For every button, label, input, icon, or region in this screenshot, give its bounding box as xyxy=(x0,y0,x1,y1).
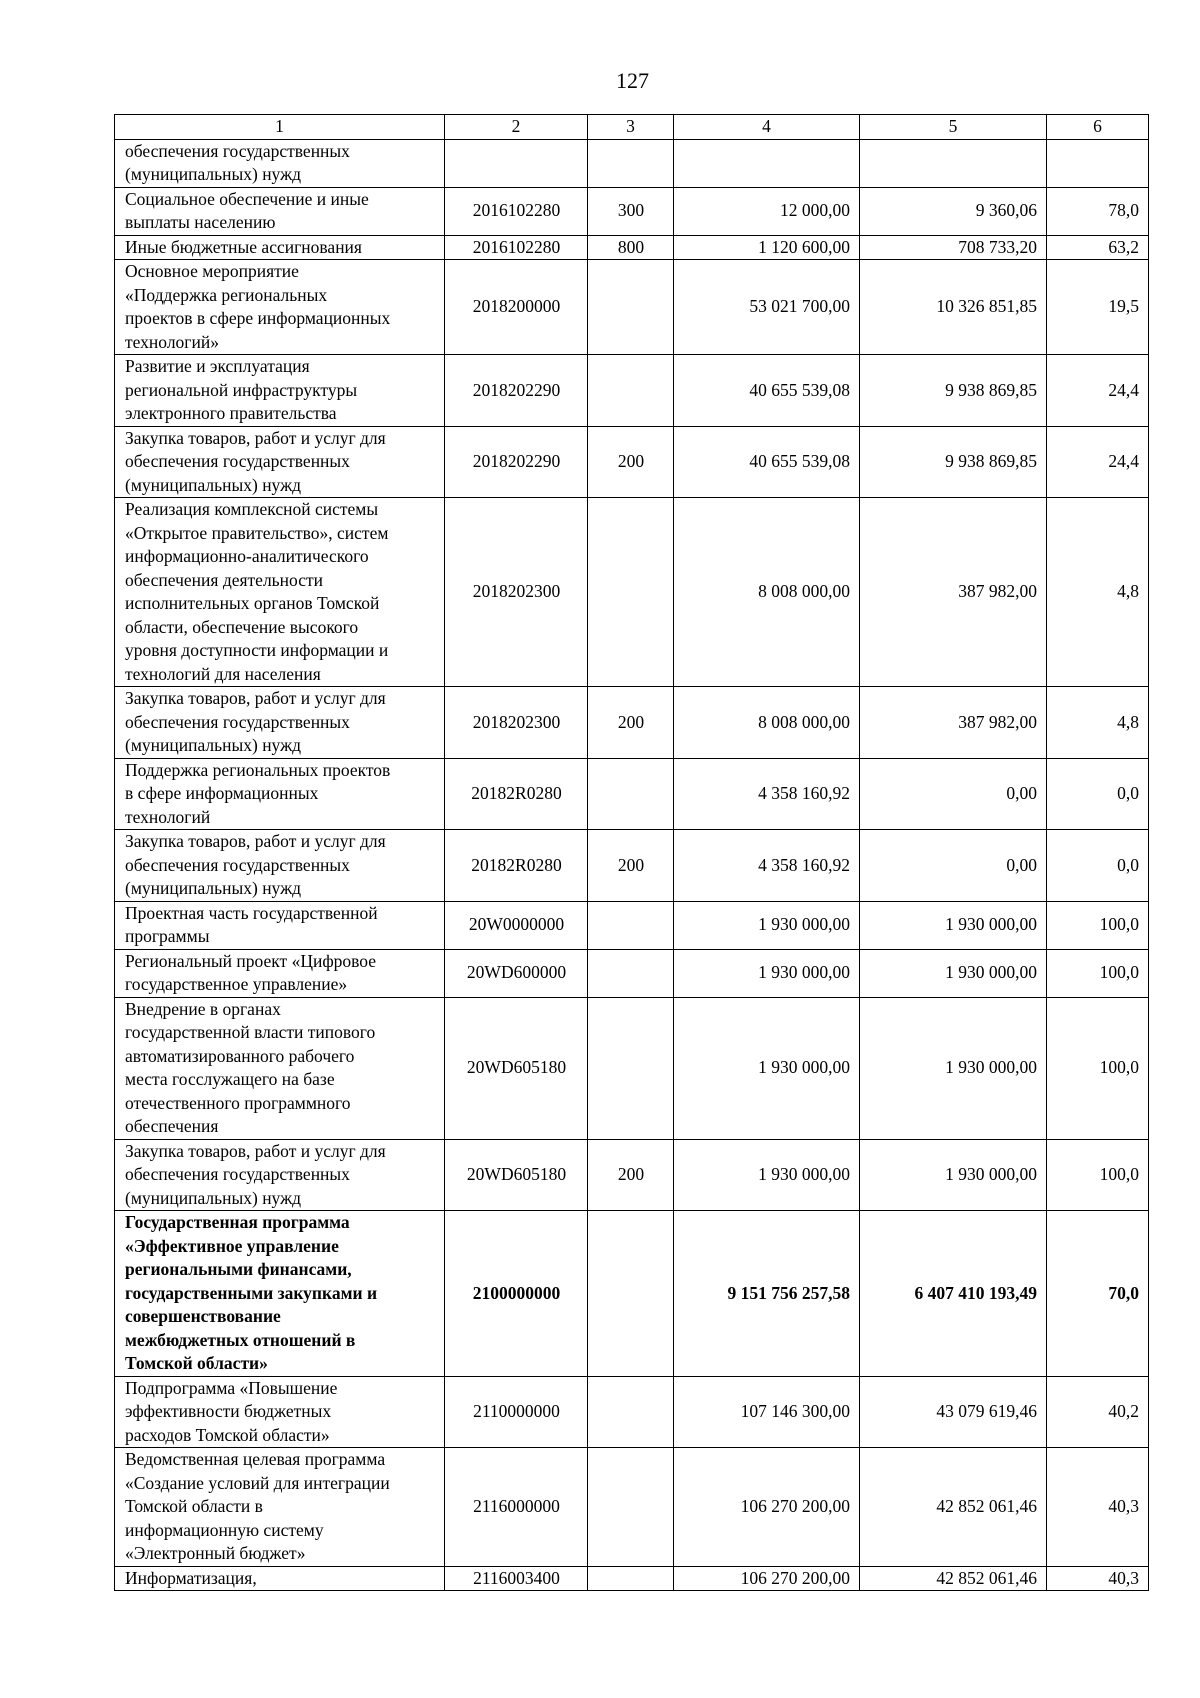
row-planned-amount-cell: 40 655 539,08 xyxy=(674,426,860,498)
row-percent-cell: 63,2 xyxy=(1047,235,1149,260)
row-planned-amount-cell: 1 120 600,00 xyxy=(674,235,860,260)
row-expense-type-cell xyxy=(588,1448,674,1567)
row-code-cell: 2016102280 xyxy=(445,187,588,235)
row-expense-type-cell: 800 xyxy=(588,235,674,260)
row-name-cell: Государственная программа «Эффективное управление региональными финансами, государственными закупками и совершенствование межбюджетных отношений в Томской области» xyxy=(115,1211,445,1377)
row-code-cell: 2116003400 xyxy=(445,1566,588,1591)
row-expense-type-cell: 200 xyxy=(588,1139,674,1211)
column-header-6: 6 xyxy=(1047,115,1149,140)
row-percent-cell: 100,0 xyxy=(1047,949,1149,997)
row-name-cell: Закупка товаров, работ и услуг для обеспечения государственных (муниципальных) нужд xyxy=(115,687,445,759)
row-percent-cell: 40,3 xyxy=(1047,1566,1149,1591)
row-executed-amount-cell: 1 930 000,00 xyxy=(860,901,1047,949)
row-code-cell: 20WD600000 xyxy=(445,949,588,997)
table-row xyxy=(115,1566,1149,1591)
row-code-cell: 2018202290 xyxy=(445,426,588,498)
row-executed-amount-cell: 1 930 000,00 xyxy=(860,997,1047,1139)
row-name-cell: Закупка товаров, работ и услуг для обеспечения государственных (муниципальных) нужд xyxy=(115,426,445,498)
table-row xyxy=(115,426,1149,498)
table-row xyxy=(115,355,1149,427)
row-name-cell: Социальное обеспечение и иные выплаты населению xyxy=(115,187,445,235)
table-row xyxy=(115,1376,1149,1448)
row-planned-amount-cell: 4 358 160,92 xyxy=(674,830,860,902)
row-name-cell: обеспечения государственных (муниципальных) нужд xyxy=(115,139,445,187)
row-executed-amount-cell: 42 852 061,46 xyxy=(860,1566,1047,1591)
row-planned-amount-cell: 1 930 000,00 xyxy=(674,1139,860,1211)
row-executed-amount-cell: 43 079 619,46 xyxy=(860,1376,1047,1448)
row-name-cell: Реализация комплексной системы «Открытое правительство», систем информационно-аналитического обеспечения деятельности исполнительных органов Томской области, обеспечение высокого уровня доступности информации и технологий для населения xyxy=(115,498,445,687)
row-code-cell: 2018200000 xyxy=(445,260,588,355)
row-name-cell: Ведомственная целевая программа «Создание условий для интеграции Томской области в информационную систему «Электронный бюджет» xyxy=(115,1448,445,1567)
row-executed-amount-cell xyxy=(860,139,1047,187)
table-row xyxy=(115,997,1149,1139)
table-row xyxy=(115,1211,1149,1377)
row-name-cell: Иные бюджетные ассигнования xyxy=(115,235,445,260)
row-planned-amount-cell: 4 358 160,92 xyxy=(674,758,860,830)
table-row xyxy=(115,498,1149,687)
row-code-cell: 20W0000000 xyxy=(445,901,588,949)
row-expense-type-cell xyxy=(588,758,674,830)
table-row xyxy=(115,260,1149,355)
column-header-5: 5 xyxy=(860,115,1047,140)
row-percent-cell: 0,0 xyxy=(1047,830,1149,902)
row-planned-amount-cell: 12 000,00 xyxy=(674,187,860,235)
row-executed-amount-cell: 1 930 000,00 xyxy=(860,949,1047,997)
column-header-2: 2 xyxy=(445,115,588,140)
row-executed-amount-cell: 9 360,06 xyxy=(860,187,1047,235)
row-expense-type-cell xyxy=(588,139,674,187)
row-expense-type-cell xyxy=(588,1376,674,1448)
row-executed-amount-cell: 387 982,00 xyxy=(860,687,1047,759)
row-executed-amount-cell: 6 407 410 193,49 xyxy=(860,1211,1047,1377)
row-name-cell: Закупка товаров, работ и услуг для обеспечения государственных (муниципальных) нужд xyxy=(115,830,445,902)
row-executed-amount-cell: 9 938 869,85 xyxy=(860,355,1047,427)
budget-table xyxy=(114,114,1149,1591)
row-percent-cell: 40,3 xyxy=(1047,1448,1149,1567)
row-executed-amount-cell: 10 326 851,85 xyxy=(860,260,1047,355)
row-code-cell: 2018202300 xyxy=(445,498,588,687)
row-expense-type-cell: 200 xyxy=(588,687,674,759)
row-planned-amount-cell: 106 270 200,00 xyxy=(674,1448,860,1567)
row-code-cell: 20182R0280 xyxy=(445,830,588,902)
table-row xyxy=(115,949,1149,997)
row-expense-type-cell xyxy=(588,997,674,1139)
row-planned-amount-cell: 8 008 000,00 xyxy=(674,687,860,759)
row-executed-amount-cell: 387 982,00 xyxy=(860,498,1047,687)
row-percent-cell: 4,8 xyxy=(1047,687,1149,759)
row-code-cell: 2110000000 xyxy=(445,1376,588,1448)
table-row xyxy=(115,187,1149,235)
row-code-cell: 20182R0280 xyxy=(445,758,588,830)
row-code-cell: 2018202290 xyxy=(445,355,588,427)
row-percent-cell: 100,0 xyxy=(1047,901,1149,949)
row-name-cell: Основное мероприятие «Поддержка региональных проектов в сфере информационных технологий» xyxy=(115,260,445,355)
row-expense-type-cell xyxy=(588,901,674,949)
row-name-cell: Развитие и эксплуатация региональной инфраструктуры электронного правительства xyxy=(115,355,445,427)
row-planned-amount-cell: 53 021 700,00 xyxy=(674,260,860,355)
column-header-3: 3 xyxy=(588,115,674,140)
row-planned-amount-cell: 9 151 756 257,58 xyxy=(674,1211,860,1377)
table-row xyxy=(115,1139,1149,1211)
row-code-cell: 2018202300 xyxy=(445,687,588,759)
row-expense-type-cell: 200 xyxy=(588,830,674,902)
table-body xyxy=(115,139,1149,1591)
table-row xyxy=(115,1448,1149,1567)
table-row xyxy=(115,758,1149,830)
row-percent-cell: 40,2 xyxy=(1047,1376,1149,1448)
row-executed-amount-cell: 708 733,20 xyxy=(860,235,1047,260)
row-percent-cell: 100,0 xyxy=(1047,1139,1149,1211)
column-header-1: 1 xyxy=(115,115,445,140)
row-expense-type-cell: 200 xyxy=(588,426,674,498)
row-executed-amount-cell: 1 930 000,00 xyxy=(860,1139,1047,1211)
row-expense-type-cell: 300 xyxy=(588,187,674,235)
row-name-cell: Поддержка региональных проектов в сфере информационных технологий xyxy=(115,758,445,830)
row-expense-type-cell xyxy=(588,355,674,427)
table-row xyxy=(115,139,1149,187)
row-code-cell: 2100000000 xyxy=(445,1211,588,1377)
row-percent-cell: 0,0 xyxy=(1047,758,1149,830)
row-executed-amount-cell: 0,00 xyxy=(860,830,1047,902)
row-planned-amount-cell xyxy=(674,139,860,187)
page-number: 127 xyxy=(616,68,649,93)
row-planned-amount-cell: 106 270 200,00 xyxy=(674,1566,860,1591)
row-planned-amount-cell: 107 146 300,00 xyxy=(674,1376,860,1448)
column-header-4: 4 xyxy=(674,115,860,140)
row-name-cell: Региональный проект «Цифровое государственное управление» xyxy=(115,949,445,997)
row-expense-type-cell xyxy=(588,260,674,355)
table-row xyxy=(115,235,1149,260)
row-code-cell: 20WD605180 xyxy=(445,1139,588,1211)
row-expense-type-cell xyxy=(588,1211,674,1377)
row-name-cell: Подпрограмма «Повышение эффективности бюджетных расходов Томской области» xyxy=(115,1376,445,1448)
row-name-cell: Закупка товаров, работ и услуг для обеспечения государственных (муниципальных) нужд xyxy=(115,1139,445,1211)
row-code-cell: 2116000000 xyxy=(445,1448,588,1567)
row-name-cell: Внедрение в органах государственной власти типового автоматизированного рабочего места госслужащего на базе отечественного программного обеспечения xyxy=(115,997,445,1139)
row-percent-cell: 100,0 xyxy=(1047,997,1149,1139)
row-percent-cell: 70,0 xyxy=(1047,1211,1149,1377)
row-percent-cell: 24,4 xyxy=(1047,355,1149,427)
row-planned-amount-cell: 1 930 000,00 xyxy=(674,901,860,949)
table-header-row xyxy=(115,115,1149,140)
row-planned-amount-cell: 8 008 000,00 xyxy=(674,498,860,687)
row-name-cell: Проектная часть государственной программы xyxy=(115,901,445,949)
row-expense-type-cell xyxy=(588,949,674,997)
row-expense-type-cell xyxy=(588,498,674,687)
row-expense-type-cell xyxy=(588,1566,674,1591)
row-code-cell: 20WD605180 xyxy=(445,997,588,1139)
row-planned-amount-cell: 1 930 000,00 xyxy=(674,949,860,997)
table-row xyxy=(115,830,1149,902)
row-percent-cell: 24,4 xyxy=(1047,426,1149,498)
row-executed-amount-cell: 0,00 xyxy=(860,758,1047,830)
row-percent-cell: 78,0 xyxy=(1047,187,1149,235)
row-planned-amount-cell: 1 930 000,00 xyxy=(674,997,860,1139)
row-executed-amount-cell: 9 938 869,85 xyxy=(860,426,1047,498)
table-row xyxy=(115,687,1149,759)
row-code-cell xyxy=(445,139,588,187)
row-name-cell: Информатизация, xyxy=(115,1566,445,1591)
row-planned-amount-cell: 40 655 539,08 xyxy=(674,355,860,427)
row-code-cell: 2016102280 xyxy=(445,235,588,260)
row-percent-cell xyxy=(1047,139,1149,187)
table-row xyxy=(115,901,1149,949)
row-percent-cell: 4,8 xyxy=(1047,498,1149,687)
row-executed-amount-cell: 42 852 061,46 xyxy=(860,1448,1047,1567)
row-percent-cell: 19,5 xyxy=(1047,260,1149,355)
